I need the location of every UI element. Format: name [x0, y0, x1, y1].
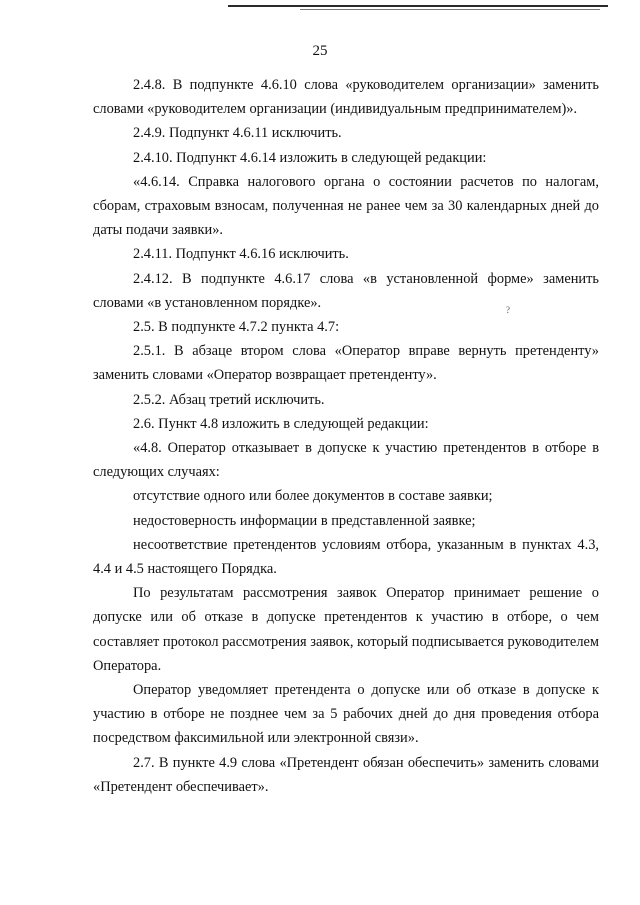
paragraph-2-4-9: 2.4.9. Подпункт 4.6.11 исключить.	[133, 125, 342, 142]
paragraph-2-4-12: 2.4.12. В подпункте 4.6.17 слова «в установленной форме» заменить словами «в установленном порядке».	[93, 270, 599, 311]
list-item-missing-documents: отсутствие одного или более документов в составе заявки;	[133, 488, 493, 505]
paragraph-2-4-10: 2.4.10. Подпункт 4.6.14 изложить в следующей редакции:	[133, 149, 487, 166]
paragraph-4-6-14-text: «4.6.14. Справка налогового органа о состоянии расчетов по налогам, сборам, страховым взносам, полученная не ранее чем за 30 календарных дней до даты подачи заявки».	[93, 173, 599, 239]
stray-mark: ?	[506, 305, 510, 315]
paragraph-2-4-8: 2.4.8. В подпункте 4.6.10 слова «руководителем организации» заменить словами «руководителем организации (индивидуальным предпринимателем)».	[93, 77, 599, 118]
document-body	[93, 73, 599, 799]
list-item-nonconformity: несоответствие претендентов условиям отбора, указанным в пунктах 4.3, 4.4 и 4.5 настоящего Порядка.	[93, 536, 599, 578]
paragraph-2-5-1: 2.5.1. В абзаце втором слова «Оператор вправе вернуть претенденту» заменить словами «Оператор возвращает претенденту».	[93, 343, 599, 384]
paragraph-2-4-11: 2.4.11. Подпункт 4.6.16 исключить.	[133, 246, 349, 263]
paragraph-2-7: 2.7. В пункте 4.9 слова «Претендент обязан обеспечить» заменить словами «Претендент обеспечивает».	[93, 754, 599, 795]
header-rule-thin	[300, 9, 600, 10]
page-number: 25	[312, 43, 328, 59]
list-item-false-information: недостоверность информации в представленной заявке;	[133, 512, 476, 529]
paragraph-4-8-text: «4.8. Оператор отказывает в допуске к участию претендентов в отборе в следующих случаях:	[93, 440, 599, 481]
paragraph-2-6: 2.6. Пункт 4.8 изложить в следующей редакции:	[133, 415, 429, 432]
paragraph-2-5: 2.5. В подпункте 4.7.2 пункта 4.7:	[133, 319, 340, 336]
paragraph-review-results: По результатам рассмотрения заявок Оператор принимает решение о допуске или об отказе в допуске претендентов к участию в отборе, о чем составляет протокол рассмотрения заявок, который подписывается руководителем Оператора.	[93, 585, 599, 674]
paragraph-operator-notifies: Оператор уведомляет претендента о допуске или об отказе в допуске к участию в отборе не позднее чем за 5 рабочих дней до дня проведения отбора посредством факсимильной или электронной связи».	[93, 682, 599, 747]
header-rule	[228, 5, 608, 7]
paragraph-2-5-2: 2.5.2. Абзац третий исключить.	[133, 391, 325, 408]
